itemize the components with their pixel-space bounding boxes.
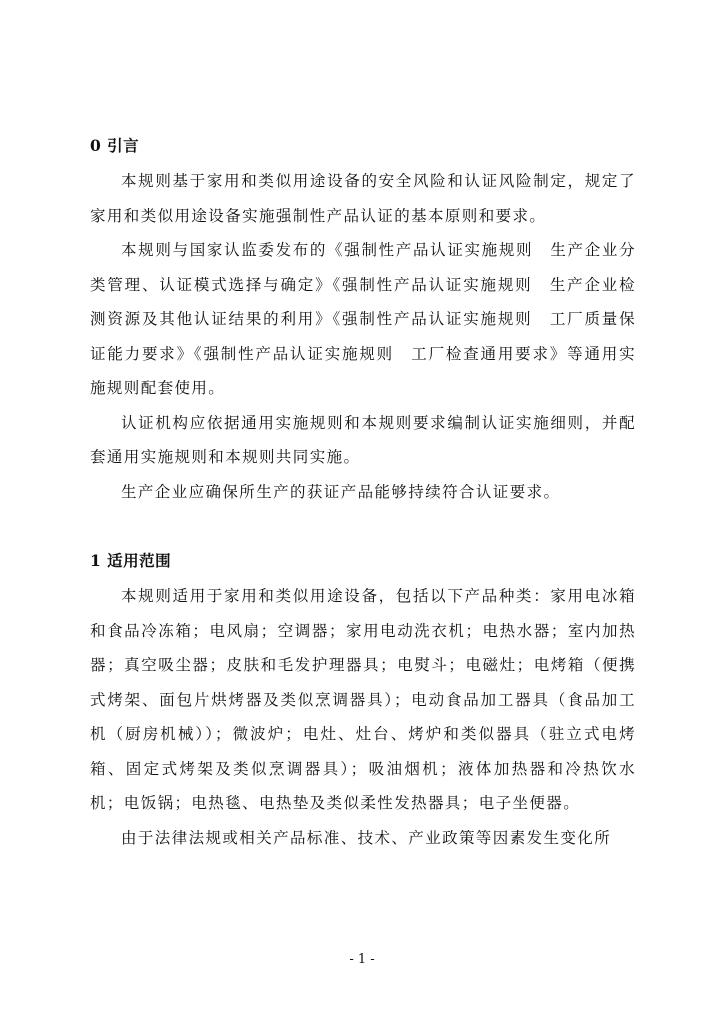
section-introduction [90,128,636,509]
section-heading-scope: 1 适用范围 [90,551,172,570]
paragraph: 生产企业应确保所生产的获证产品能够持续符合认证要求。 [121,482,561,501]
section-scope [90,543,636,855]
paragraph: 本规则基于家用和类似用途设备的安全风险和认证风险制定，规定了家用和类似用途设备实施强制性产品认证的基本原则和要求。 [90,172,636,225]
paragraph: 本规则与国家认监委发布的《强制性产品认证实施规则 生产企业分类管理、认证模式选择与确定》《强制性产品认证实施规则 生产企业检测资源及其他认证结果的利用》《强制性产品认证实施规则 工厂质量保证能力要求》《强制性产品认证实施规则 工厂检查通用要求》等通用实施规则配套使用。 [90,241,636,397]
section-heading-introduction: 0 引言 [90,136,140,155]
document-body [90,128,636,855]
paragraph: 认证机构应依据通用实施规则和本规则要求编制认证实施细则，并配套通用实施规则和本规则共同实施。 [90,413,636,466]
page-number: - 1 - [349,952,375,967]
paragraph: 本规则适用于家用和类似用途设备，包括以下产品种类：家用电冰箱和食品冷冻箱；电风扇；空调器；家用电动洗衣机；电热水器；室内加热器；真空吸尘器；皮肤和毛发护理器具；电熨斗；电磁灶；电烤箱（便携式烤架、面包片烘烤器及类似烹调器具）；电动食品加工器具（食品加工机（厨房机械））；微波炉；电灶、灶台、烤炉和类似器具（驻立式电烤箱、固定式烤架及类似烹调器具）；吸油烟机；液体加热器和冷热饮水机；电饭锅；电热毯、电热垫及类似柔性发热器具；电子坐便器。 [90,587,636,812]
section-spacer [90,509,636,543]
paragraph: 由于法律法规或相关产品标准、技术、产业政策等因素发生变化所 [121,828,612,847]
